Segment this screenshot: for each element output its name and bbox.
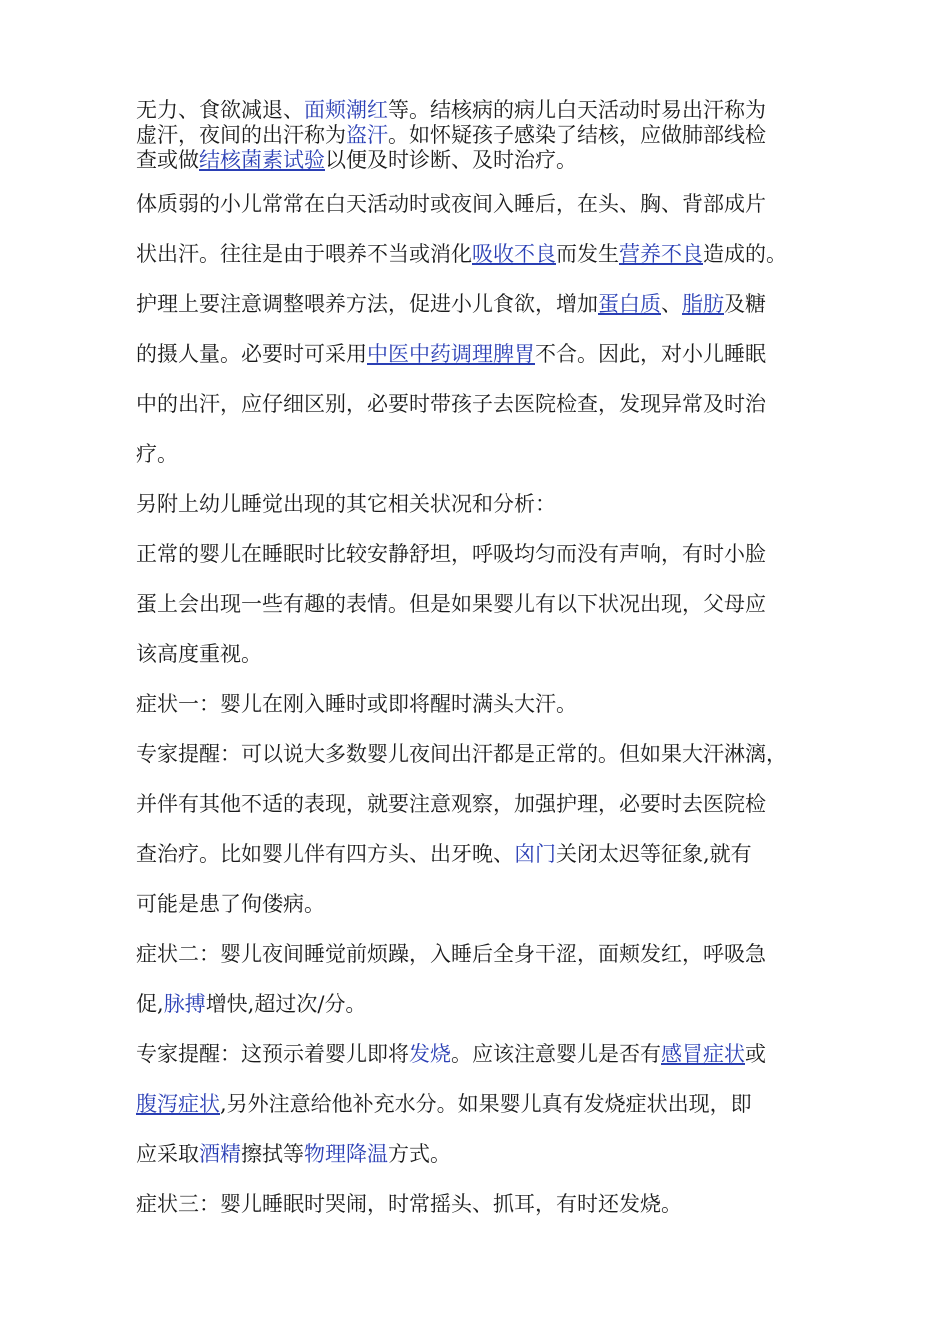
link-daohan[interactable]: 盗汗 [346,123,388,147]
text-line: 的摄人量。必要时可采用中医中药调理脾胃不合。因此，对小儿睡眠 [136,342,766,366]
link-mianjia-chaohong[interactable]: 面颊潮红 [304,98,388,122]
text-line: 查或做结核菌素试验以便及时诊断、及时治疗。 [136,148,577,172]
text-line: 另附上幼儿睡觉出现的其它相关状况和分析： [136,492,556,516]
text-line: 护理上要注意调整喂养方法，促进小儿食欲，增加蛋白质、脂肪及糖 [136,292,766,316]
text-line: 正常的婴儿在睡眠时比较安静舒坦，呼吸均匀而没有声响，有时小脸 [136,542,766,566]
link-zhongyi-tiaoli-piwei[interactable]: 中医中药调理脾胃 [367,342,535,366]
text-line: 查治疗。比如婴儿伴有四方头、出牙晚、囟门关闭太迟等征象,就有 [136,842,752,866]
text-line: 体质弱的小儿常常在白天活动时或夜间入睡后，在头、胸、背部成片 [136,192,766,216]
text-line: 专家提醒：这预示着婴儿即将发烧。应该注意婴儿是否有感冒症状或 [136,1042,766,1066]
text-line: 虚汗，夜间的出汗称为盗汗。如怀疑孩子感染了结核，应做肺部线检 [136,123,766,147]
text-line: 无力、食欲减退、面颊潮红等。结核病的病儿白天活动时易出汗称为 [136,98,766,122]
text-line: 可能是患了佝偻病。 [136,892,325,916]
link-ganmao-zhengzhuang[interactable]: 感冒症状 [661,1042,745,1066]
link-fuxie-zhengzhuang[interactable]: 腹泻症状 [136,1092,220,1116]
text-line: 症状二：婴儿夜间睡觉前烦躁，入睡后全身干涩，面颊发红，呼吸急 [136,942,766,966]
document-body [136,98,826,1241]
link-zhifang[interactable]: 脂肪 [682,292,724,316]
link-xishou-buliang[interactable]: 吸收不良 [472,242,556,266]
link-yingyang-buliang[interactable]: 营养不良 [619,242,703,266]
link-maibo[interactable]: 脉搏 [163,992,206,1016]
text-line: 并伴有其他不适的表现，就要注意观察，加强护理，必要时去医院检 [136,792,766,816]
text-line: 状出汗。往往是由于喂养不当或消化吸收不良而发生营养不良造成的。 [136,242,787,266]
text-line: 促,脉搏增快,超过次/分。 [136,992,367,1016]
link-wuli-jiangwen[interactable]: 物理降温 [304,1142,388,1166]
text-line: 疗。 [136,442,178,466]
paragraph-tuberculosis [136,98,826,173]
link-danbaizhi[interactable]: 蛋白质 [598,292,661,316]
text-line: 应采取酒精擦拭等物理降温方式。 [136,1142,451,1166]
text-line: 蛋上会出现一些有趣的表情。但是如果婴儿有以下状况出现，父母应 [136,592,766,616]
text-line: 专家提醒：可以说大多数婴儿夜间出汗都是正常的。但如果大汗淋漓， [136,742,787,766]
link-jiehe-junsu-shiyan[interactable]: 结核菌素试验 [199,148,325,172]
text-line: 腹泻症状,另外注意给他补充水分。如果婴儿真有发烧症状出现，即 [136,1092,752,1116]
link-xinmen[interactable]: 囟门 [514,842,556,866]
text-line: 症状一：婴儿在刚入睡时或即将醒时满头大汗。 [136,692,577,716]
link-fashao[interactable]: 发烧 [409,1042,451,1066]
text-line: 该高度重视。 [136,642,262,666]
text-line: 中的出汗，应仔细区别，必要时带孩子去医院检查，发现异常及时治 [136,392,766,416]
text-line: 症状三：婴儿睡眠时哭闹，时常摇头、抓耳，有时还发烧。 [136,1192,682,1216]
link-jiujing[interactable]: 酒精 [199,1142,241,1166]
